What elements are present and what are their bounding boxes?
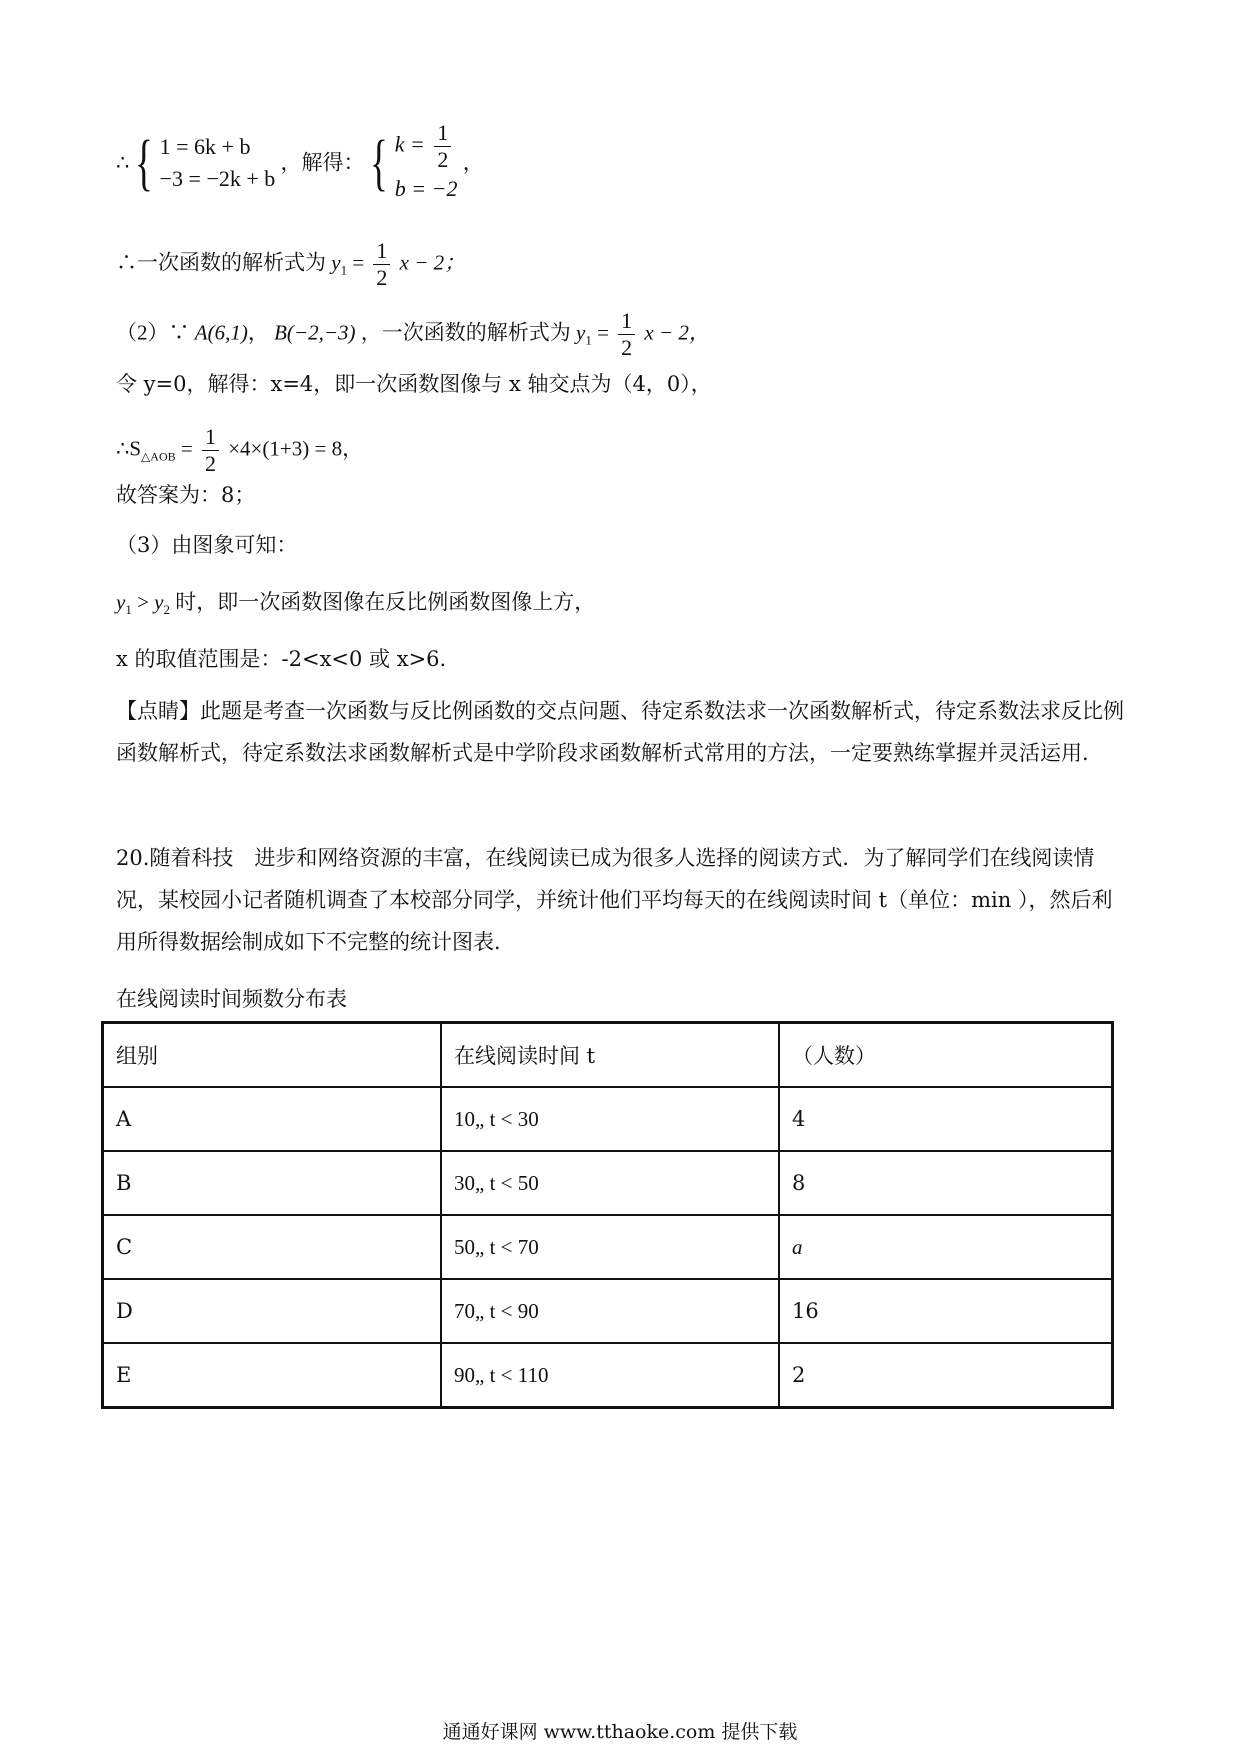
count-cell: a	[779, 1215, 1113, 1279]
header-time: 在线阅读时间 t	[441, 1023, 779, 1088]
group-cell: E	[103, 1343, 442, 1408]
fraction-half-2: $\frac{1}{2}$	[618, 308, 635, 361]
answer-line: 故答案为：8；	[116, 483, 256, 507]
part-2-intro: （2）∵ A(6,1)， B(−2,−3) ，一次函数的解析式为 $y_1$ = $\frac{1}{2}$ x − 2，	[116, 308, 710, 360]
table-row	[103, 1279, 1113, 1343]
equation-system-line	[116, 120, 484, 205]
group-cell: A	[103, 1087, 442, 1151]
b-solution: b = −2	[394, 176, 458, 201]
time-cell: 30„ t < 50	[441, 1151, 779, 1215]
k-fraction: $\frac{1}{2}$	[434, 120, 451, 173]
solve-label: ，解得：	[280, 150, 365, 175]
table-title: 在线阅读时间频数分布表	[116, 987, 347, 1011]
equation-system	[160, 131, 276, 195]
time-cell: 50„ t < 70	[441, 1215, 779, 1279]
table-header-row	[103, 1023, 1113, 1088]
area-computation: $\therefore S_{\triangle AOB}$ = $\frac{1}{2}$ ×4×(1+3) = 8，	[116, 424, 364, 476]
header-count: （人数）	[779, 1023, 1113, 1088]
time-cell: 10„ t < 30	[441, 1087, 779, 1151]
linear-function-result: ∴一次函数的解析式为 $y_1$ = $\frac{1}{2}$ x − 2；	[116, 238, 466, 290]
question-20: 20.随着科技 进步和网络资源的丰富，在线阅读已成为很多人选择的阅读方式．为了解同学们在线阅读情况，某校园小记者随机调查了本校部分同学，并统计他们平均每天的在线阅读时间 t（单位：min ），然后利用所得数据绘制成如下不完整的统计图表．	[116, 846, 1113, 954]
count-cell: 2	[779, 1343, 1113, 1408]
group-cell: B	[103, 1151, 442, 1215]
footer-watermark: 通通好课网 www.tthaoke.com 提供下载	[442, 1721, 798, 1743]
part-3-intro: （3）由图象可知：	[116, 533, 298, 557]
time-cell: 90„ t < 110	[441, 1343, 779, 1408]
solution-system	[395, 120, 458, 205]
equation-1: 1 = 6k + b	[159, 133, 251, 159]
fraction-half: $\frac{1}{2}$	[373, 238, 390, 291]
comma: ，	[462, 150, 484, 175]
therefore-symbol: ∴	[116, 150, 130, 175]
comment-tag: 【点睛】	[116, 699, 200, 723]
left-brace-solution: {	[369, 128, 388, 197]
comment-paragraph	[116, 690, 1126, 774]
time-cell: 70„ t < 90	[441, 1279, 779, 1343]
group-cell: C	[103, 1215, 442, 1279]
count-cell: 8	[779, 1151, 1113, 1215]
equation-2: −3 = −2k + b	[159, 165, 276, 191]
fraction-half-3: $\frac{1}{2}$	[202, 424, 219, 477]
count-cell: 16	[779, 1279, 1113, 1343]
k-solution: k = $\frac{1}{2}$	[395, 120, 458, 173]
table-row	[103, 1087, 1113, 1151]
table-row	[103, 1215, 1113, 1279]
table-row	[103, 1151, 1113, 1215]
intercept-line: 令 y=0，解得：x=4，即一次函数图像与 x 轴交点为（4，0），	[116, 372, 712, 396]
table-row	[103, 1343, 1113, 1408]
count-cell: 4	[779, 1087, 1113, 1151]
comment-text: 此题是考查一次函数与反比例函数的交点问题、待定系数法求一次函数解析式，待定系数法求反比例函数解析式，待定系数法求函数解析式是中学阶段求函数解析式常用的方法，一定要熟练掌握并灵活运用.	[116, 699, 1124, 765]
frequency-table	[101, 1021, 1114, 1409]
range-answer: x 的取值范围是：-2<x<0 或 x>6.	[116, 647, 447, 671]
left-brace: {	[134, 128, 153, 197]
inequality-line: $y_1 > y_2$ 时，即一次函数图像在反比例函数图像上方，	[116, 590, 596, 618]
header-group: 组别	[103, 1023, 442, 1088]
group-cell: D	[103, 1279, 442, 1343]
